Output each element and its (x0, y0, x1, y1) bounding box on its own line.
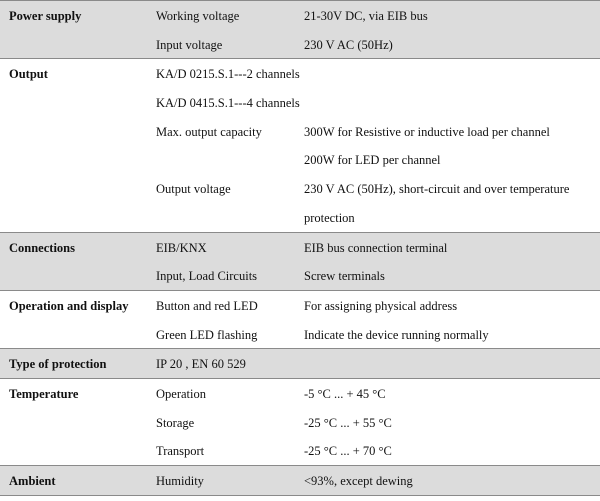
spec-value: For assigning physical address (304, 298, 458, 313)
spec-value: Screw terminals (304, 269, 385, 284)
spec-group (0, 290, 600, 348)
table-row (0, 88, 600, 117)
spec-value: Indicate the device running normally (304, 327, 489, 342)
table-row (0, 408, 600, 437)
spec-item: Storage (156, 415, 195, 430)
category-label: Ambient (9, 474, 56, 488)
spec-value: 230 V AC (50Hz), short-circuit and over temperature (304, 182, 570, 197)
category-label: Operation and display (9, 298, 129, 313)
table-row (0, 379, 600, 408)
spec-item: Input, Load Circuits (156, 269, 258, 284)
spec-item: EIB/KNX (156, 240, 207, 255)
spec-group (0, 378, 600, 465)
table-row (0, 349, 600, 378)
table-row (0, 291, 600, 320)
table-row (0, 233, 600, 262)
spec-group (0, 0, 600, 58)
spec-item: Output voltage (156, 182, 231, 197)
spec-item: KA/D 0215.S.1---2 channels (156, 67, 300, 82)
spec-value: <93%, except dewing (304, 474, 413, 488)
spec-group (0, 465, 600, 496)
spec-item: IP 20 , EN 60 529 (156, 357, 246, 372)
category-label: Connections (9, 240, 75, 255)
spec-item: Humidity (156, 474, 204, 488)
category-label: Temperature (9, 386, 79, 401)
spec-group (0, 348, 600, 378)
table-row (0, 59, 600, 88)
spec-value: 200W for LED per channel (304, 153, 441, 168)
table-row (0, 203, 600, 232)
category-label: Type of protection (9, 357, 107, 372)
spec-item: Max. output capacity (156, 124, 262, 139)
spec-item: KA/D 0415.S.1---4 channels (156, 96, 300, 111)
spec-item: Working voltage (156, 9, 240, 23)
spec-value: 300W for Resistive or inductive load per channel (304, 124, 550, 139)
spec-item: Operation (156, 386, 206, 401)
spec-group (0, 232, 600, 290)
spec-value: -25 °C ... + 70 °C (304, 444, 392, 459)
table-row (0, 174, 600, 203)
spec-value: EIB bus connection terminal (304, 240, 448, 255)
spec-value: protection (304, 210, 355, 225)
table-row (0, 117, 600, 146)
spec-group (0, 58, 600, 231)
table-row (0, 30, 600, 59)
category-label: Output (9, 67, 48, 82)
spec-value: 21-30V DC, via EIB bus (304, 9, 428, 23)
table-row (0, 261, 600, 290)
table-row (0, 466, 600, 495)
spec-item: Green LED flashing (156, 327, 258, 342)
spec-value: -25 °C ... + 55 °C (304, 415, 392, 430)
spec-value: 230 V AC (50Hz) (304, 37, 393, 52)
spec-item: Transport (156, 444, 205, 459)
spec-value: -5 °C ... + 45 °C (304, 386, 386, 401)
table-row (0, 436, 600, 465)
table-row (0, 145, 600, 174)
table-row (0, 1, 600, 30)
spec-item: Input voltage (156, 37, 223, 52)
category-label: Power supply (9, 9, 82, 23)
spec-item: Button and red LED (156, 298, 258, 313)
table-row (0, 320, 600, 349)
